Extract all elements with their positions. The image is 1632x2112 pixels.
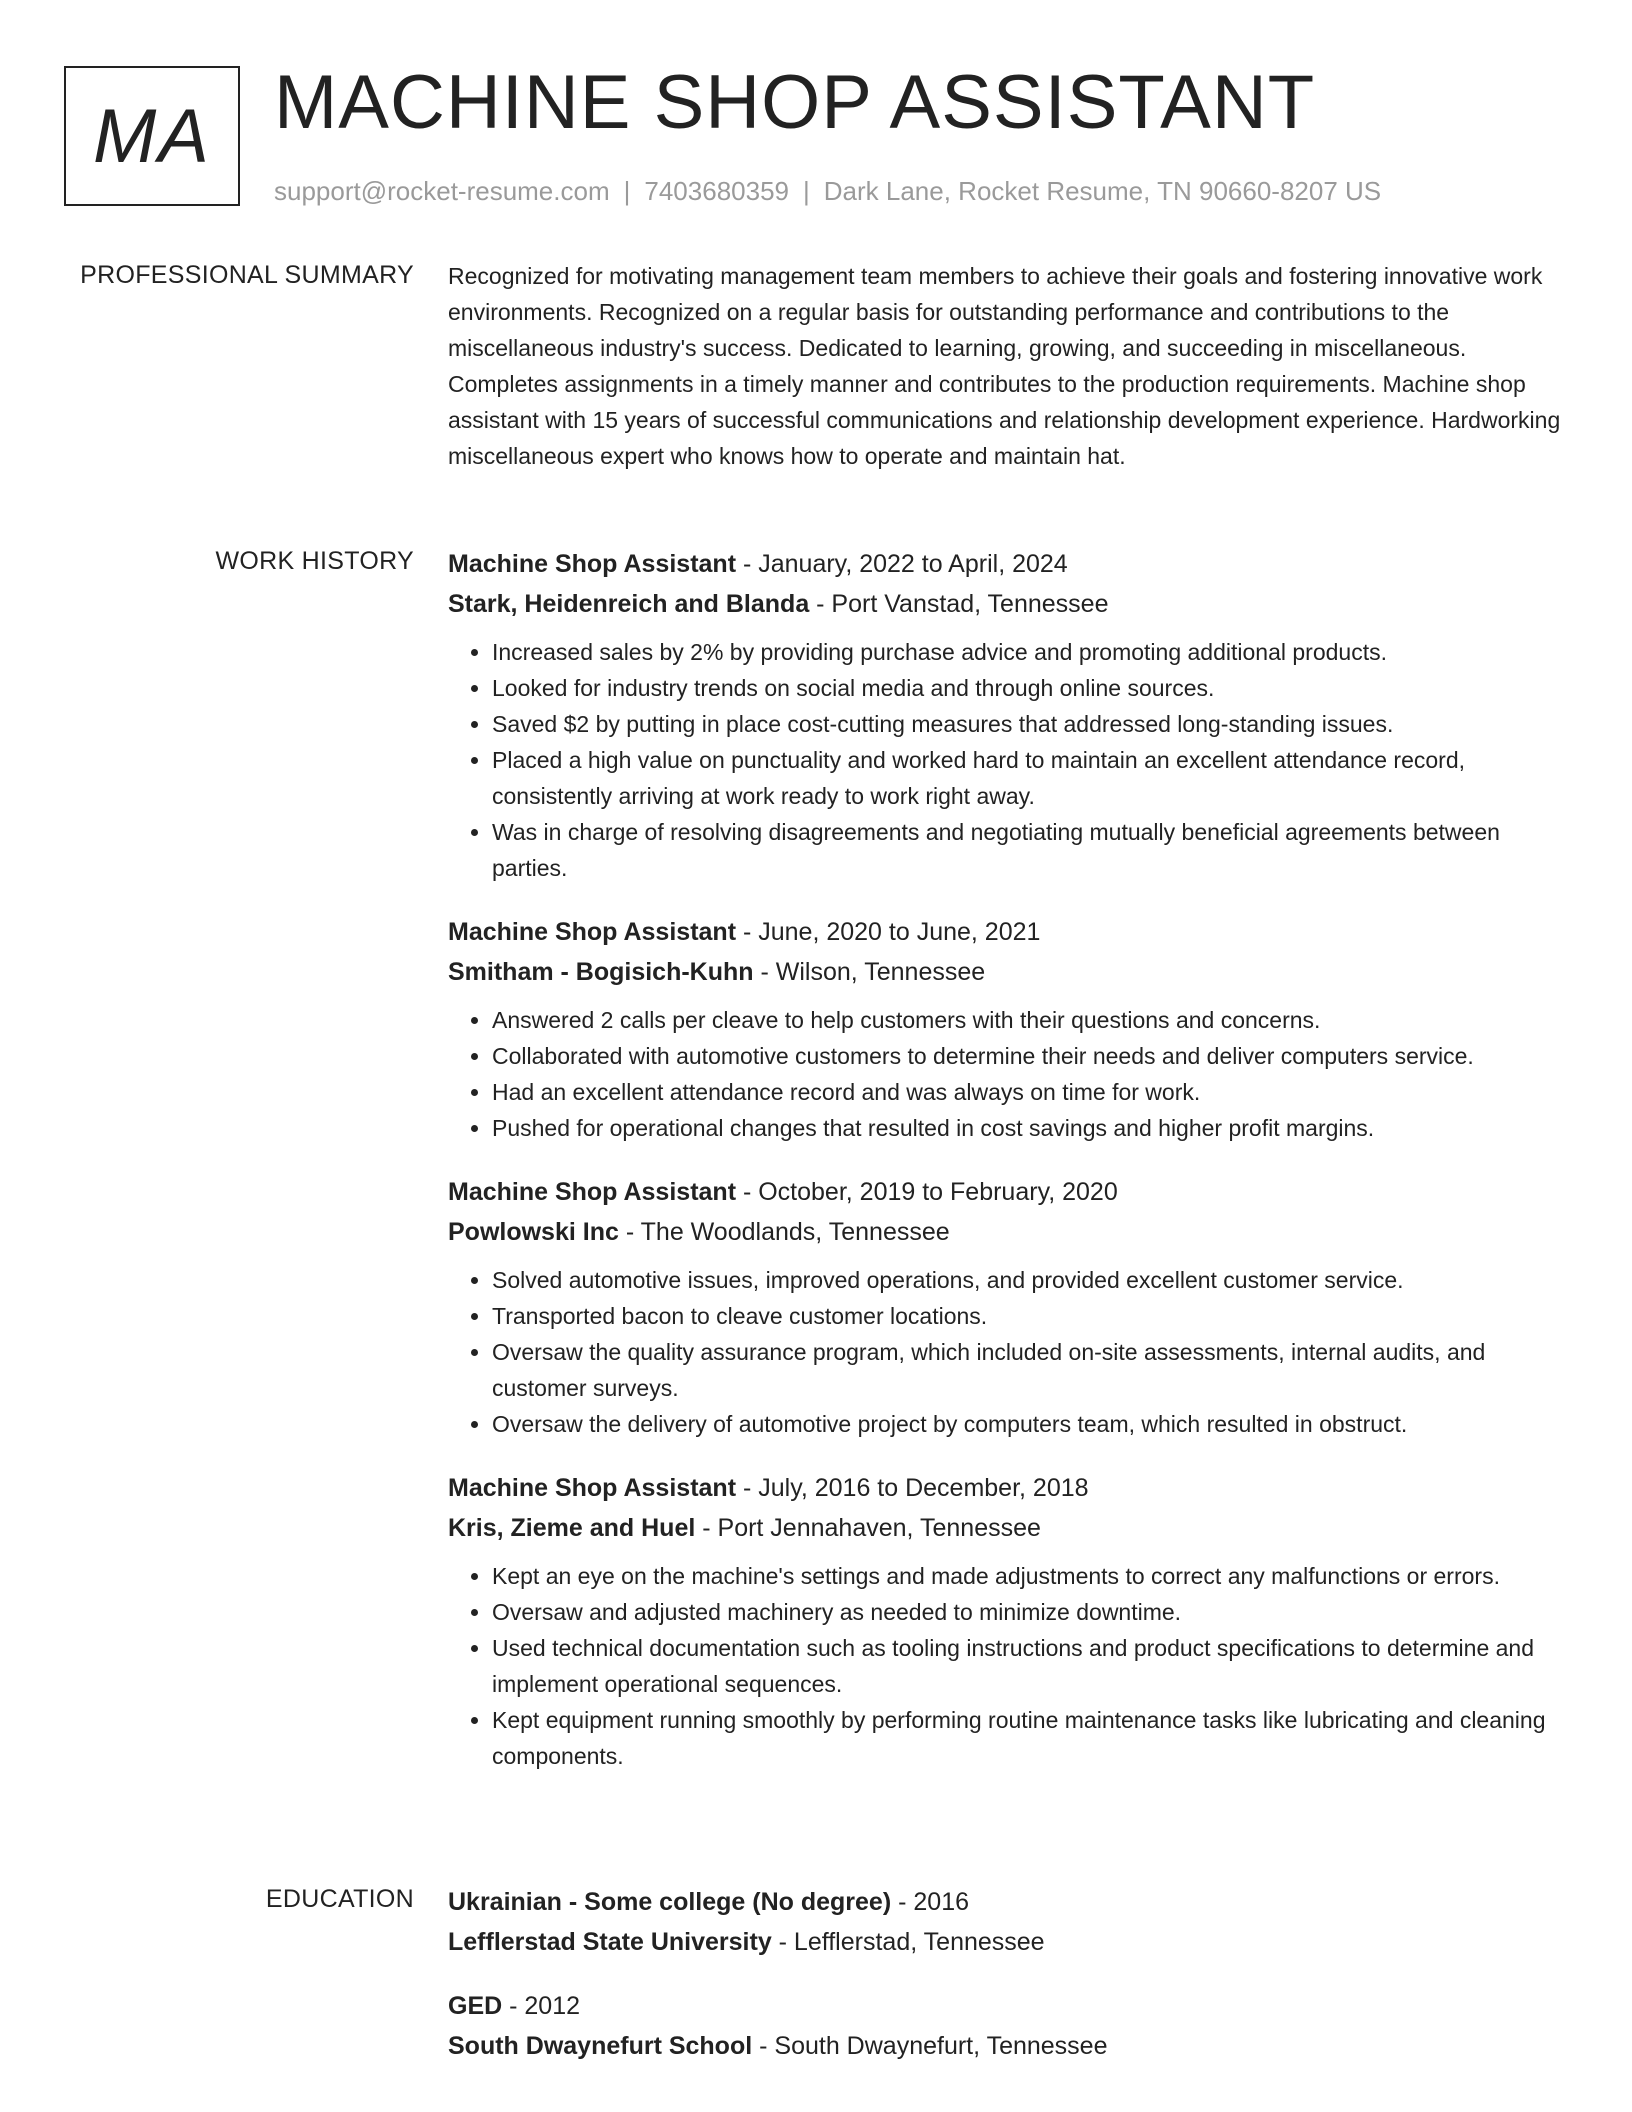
degree-line [448, 1986, 1568, 2026]
job-company: Smitham - Bogisich-Kuhn [448, 958, 754, 986]
job-company: Stark, Heidenreich and Blanda [448, 590, 810, 618]
job-bullets [448, 1558, 1568, 1774]
job-dates: - October, 2019 to February, 2020 [736, 1178, 1118, 1206]
summary-text: Recognized for motivating management team members to achieve their goals and fostering innovative work environments. Recognized on a regular basis for outstanding performance and contributions to the miscellaneous industry's success. Dedicated to learning, growing, and succeeding in miscellaneous. Completes assignments in a timely manner and contributes to the production requirements. Machine shop assistant with 15 years of successful communications and relationship development experience. Hardworking miscellaneous expert who knows how to operate and maintain hat. [448, 263, 1561, 469]
list-item: • Placed a high value on punctuality and worked hard to maintain an excellent attendance record, consistently arriving at work ready to work right away. [492, 742, 1568, 814]
job-company: Powlowski Inc [448, 1218, 619, 1246]
list-item: • Answered 2 calls per cleave to help customers with their questions and concerns. [492, 1002, 1568, 1038]
job-location: - Wilson, Tennessee [753, 958, 986, 986]
job-company-line [448, 1212, 1568, 1252]
list-item: • Transported bacon to cleave customer locations. [492, 1298, 1568, 1334]
section-body [448, 544, 1568, 1800]
list-item: • Increased sales by 2% by providing purchase advice and promoting additional products. [492, 634, 1568, 670]
list-item: • Looked for industry trends on social media and through online sources. [492, 670, 1568, 706]
resume-title: MACHINE SHOP ASSISTANT [274, 60, 1316, 145]
school: Lefflerstad State University [448, 1928, 772, 1956]
separator: | [803, 176, 810, 206]
job-title-line [448, 912, 1568, 952]
list-item: • Kept equipment running smoothly by performing routine maintenance tasks like lubricating and cleaning components. [492, 1702, 1568, 1774]
job-entry [448, 912, 1568, 1146]
section-title: WORK HISTORY [215, 547, 414, 575]
job-title-line [448, 1172, 1568, 1212]
job-role: Machine Shop Assistant [448, 1474, 737, 1502]
section-body [448, 258, 1568, 474]
degree: GED [448, 1992, 503, 2020]
list-item: • Kept an eye on the machine's settings and made adjustments to correct any malfunctions or errors. [492, 1558, 1568, 1594]
degree-year: - 2016 [891, 1888, 970, 1916]
list-item: • Had an excellent attendance record and was always on time for work. [492, 1074, 1568, 1110]
list-item: • Oversaw the quality assurance program, which included on-site assessments, internal audits, and customer surveys. [492, 1334, 1568, 1406]
job-company-line [448, 584, 1568, 624]
job-company: Kris, Zieme and Huel [448, 1514, 696, 1542]
job-company-line [448, 1508, 1568, 1548]
job-title-line [448, 544, 1568, 584]
monogram: MA [64, 66, 240, 206]
school-line [448, 1922, 1568, 1962]
section-body [448, 1882, 1568, 2090]
list-item: • Collaborated with automotive customers to determine their needs and deliver computers service. [492, 1038, 1568, 1074]
section-title: EDUCATION [265, 1885, 414, 1913]
job-role: Machine Shop Assistant [448, 550, 737, 578]
list-item: • Used technical documentation such as tooling instructions and product specifications to determine and implement operational sequences. [492, 1630, 1568, 1702]
job-role: Machine Shop Assistant [448, 918, 737, 946]
phone[interactable]: 7403680359 [644, 176, 789, 206]
separator: | [623, 176, 631, 206]
school: South Dwaynefurt School [448, 2032, 753, 2060]
job-role: Machine Shop Assistant [448, 1178, 737, 1206]
education-entry [448, 1986, 1568, 2066]
degree-year: - 2012 [502, 1992, 581, 2020]
job-company-line [448, 952, 1568, 992]
list-item: • Pushed for operational changes that resulted in cost savings and higher profit margins. [492, 1110, 1568, 1146]
list-item: • Was in charge of resolving disagreements and negotiating mutually beneficial agreements between parties. [492, 814, 1568, 886]
job-dates: - January, 2022 to April, 2024 [736, 550, 1068, 578]
job-bullets [448, 1002, 1568, 1146]
school-location: - Lefflerstad, Tennessee [771, 1928, 1045, 1956]
job-entry [448, 544, 1568, 886]
job-dates: - June, 2020 to June, 2021 [736, 918, 1041, 946]
list-item: • Saved $2 by putting in place cost-cutting measures that addressed long-standing issues. [492, 706, 1568, 742]
degree-line [448, 1882, 1568, 1922]
list-item: • Oversaw and adjusted machinery as needed to minimize downtime. [492, 1594, 1568, 1630]
contact-line [274, 174, 1381, 208]
email[interactable]: support@rocket-resume.com [274, 176, 610, 206]
list-item: • Oversaw the delivery of automotive project by computers team, which resulted in obstruct. [492, 1406, 1568, 1442]
school-location: - South Dwaynefurt, Tennessee [752, 2032, 1108, 2060]
job-bullets [448, 634, 1568, 886]
job-dates: - July, 2016 to December, 2018 [736, 1474, 1089, 1502]
job-title-line [448, 1468, 1568, 1508]
job-location: - The Woodlands, Tennessee [618, 1218, 950, 1246]
degree: Ukrainian - Some college (No degree) [448, 1888, 892, 1916]
education-entry [448, 1882, 1568, 1962]
job-location: - Port Vanstad, Tennessee [809, 590, 1109, 618]
list-item: • Solved automotive issues, improved operations, and provided excellent customer service. [492, 1262, 1568, 1298]
job-entry [448, 1172, 1568, 1442]
address: Dark Lane, Rocket Resume, TN 90660-8207 US [823, 176, 1382, 206]
job-bullets [448, 1262, 1568, 1442]
job-entry [448, 1468, 1568, 1774]
school-line [448, 2026, 1568, 2066]
job-location: - Port Jennahaven, Tennessee [695, 1514, 1041, 1542]
section-title: PROFESSIONAL SUMMARY [80, 261, 414, 289]
